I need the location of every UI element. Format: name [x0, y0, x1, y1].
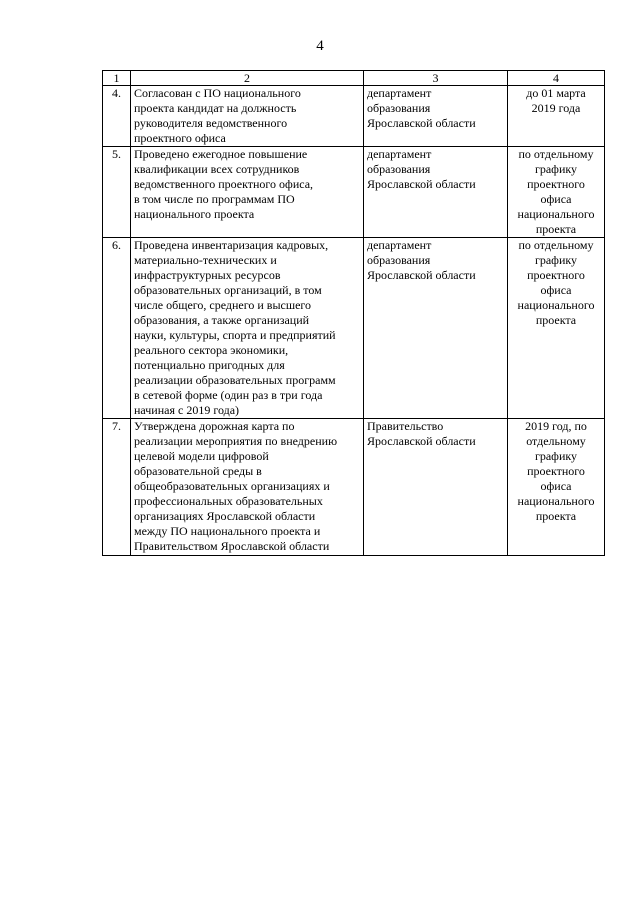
- row-responsible: Правительство Ярославской области: [364, 419, 508, 556]
- header-col-1: 1: [103, 71, 131, 86]
- row-responsible: департамент образования Ярославской области: [364, 86, 508, 147]
- table-row: [103, 86, 605, 147]
- row-deadline: по отдельному графику проектного офиса национального проекта: [508, 147, 605, 238]
- header-col-2: 2: [131, 71, 364, 86]
- row-number: 4.: [103, 86, 131, 147]
- row-deadline: до 01 марта 2019 года: [508, 86, 605, 147]
- row-responsible: департамент образования Ярославской области: [364, 147, 508, 238]
- row-number: 5.: [103, 147, 131, 238]
- row-event-text: Утверждена дорожная карта по реализации мероприятия по внедрению целевой модели цифровой образовательной среды в общеобразовательных организациях и профессиональных образовательных организациях Ярославской области между ПО национального проекта и Правительством Ярославской области: [131, 419, 364, 556]
- header-col-3: 3: [364, 71, 508, 86]
- row-number: 6.: [103, 238, 131, 419]
- plan-table: [102, 70, 605, 556]
- table-row: [103, 419, 605, 556]
- row-event-text: Согласован с ПО национального проекта кандидат на должность руководителя ведомственного проектного офиса: [131, 86, 364, 147]
- table-header-row: [103, 71, 605, 86]
- page-number: 4: [316, 38, 324, 54]
- row-event-text: Проведена инвентаризация кадровых, материально-технических и инфраструктурных ресурсов образовательных организаций, в том числе общего, среднего и высшего образования, а также организаций науки, культуры, спорта и предприятий реального сектора экономики, потенциально пригодных для реализации образовательных программ в сетевой форме (один раз в три года начиная с 2019 года): [131, 238, 364, 419]
- row-event-text: Проведено ежегодное повышение квалификации всех сотрудников ведомственного проектного офиса, в том числе по программам ПО национального проекта: [131, 147, 364, 238]
- row-responsible: департамент образования Ярославской области: [364, 238, 508, 419]
- row-deadline: 2019 год, по отдельному графику проектного офиса национального проекта: [508, 419, 605, 556]
- row-number: 7.: [103, 419, 131, 556]
- header-col-4: 4: [508, 71, 605, 86]
- table-row: [103, 238, 605, 419]
- row-deadline: по отдельному графику проектного офиса национального проекта: [508, 238, 605, 419]
- table-row: [103, 147, 605, 238]
